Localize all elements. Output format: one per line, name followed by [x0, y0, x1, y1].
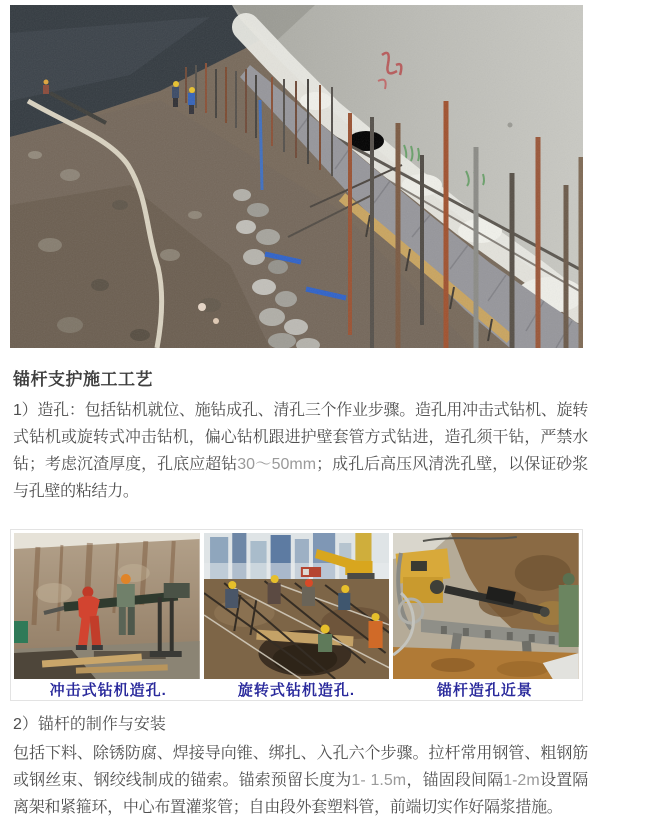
photo-rotary-drill: [204, 533, 390, 679]
excavation-photo-illustration: [10, 5, 583, 348]
impact-drill-illustration: [14, 533, 200, 679]
rotary-drill-illustration: [204, 533, 390, 679]
section2-paragraph: 包括下料、除锈防腐、焊接导向锥、绑扎、入孔六个步骤。拉杆常用钢管、粗钢筋或钢丝束、钢绞线制成的锚索。锚索预留长度为1- 1.5m，锚固段间隔1-2m设置隔离架和紧箍环，中心布置灌浆管；自由段外套塑料管，前端切实作好隔浆措施。: [13, 745, 589, 816]
section1-heading: 锚杆支护施工工艺: [13, 370, 153, 389]
caption-impact-drill: 冲击式钻机造孔.: [49, 682, 167, 699]
anchor-drill-closeup-illustration: [393, 533, 579, 679]
process-photos-figure: [10, 529, 583, 701]
section1-paragraph: 1）造孔：包括钻机就位、施钻成孔、清孔三个作业步骤。造孔用冲击式钻机、旋转式钻机或旋转式冲击钻机，偏心钻机跟进护壁套管方式钻进，造孔须干钻，严禁水钻；考虑沉渣厚度，孔底应超钻30～50mm；成孔后高压风清洗孔壁，以保证砂浆与孔壁的粘结力。: [13, 402, 588, 500]
caption-rotary-drill: 旋转式钻机造孔.: [237, 682, 356, 699]
article-page: [0, 5, 653, 817]
photo-anchor-drill-closeup: [393, 533, 579, 679]
photo-caption-row: [14, 679, 579, 700]
section2-heading: 2）锚杆的制作与安装: [13, 716, 166, 733]
excavation-site-photo: [10, 5, 583, 348]
caption-anchor-closeup: 锚杆造孔近景: [436, 682, 533, 699]
process-photo-row: [14, 533, 579, 679]
photo-impact-drill: [14, 533, 200, 679]
